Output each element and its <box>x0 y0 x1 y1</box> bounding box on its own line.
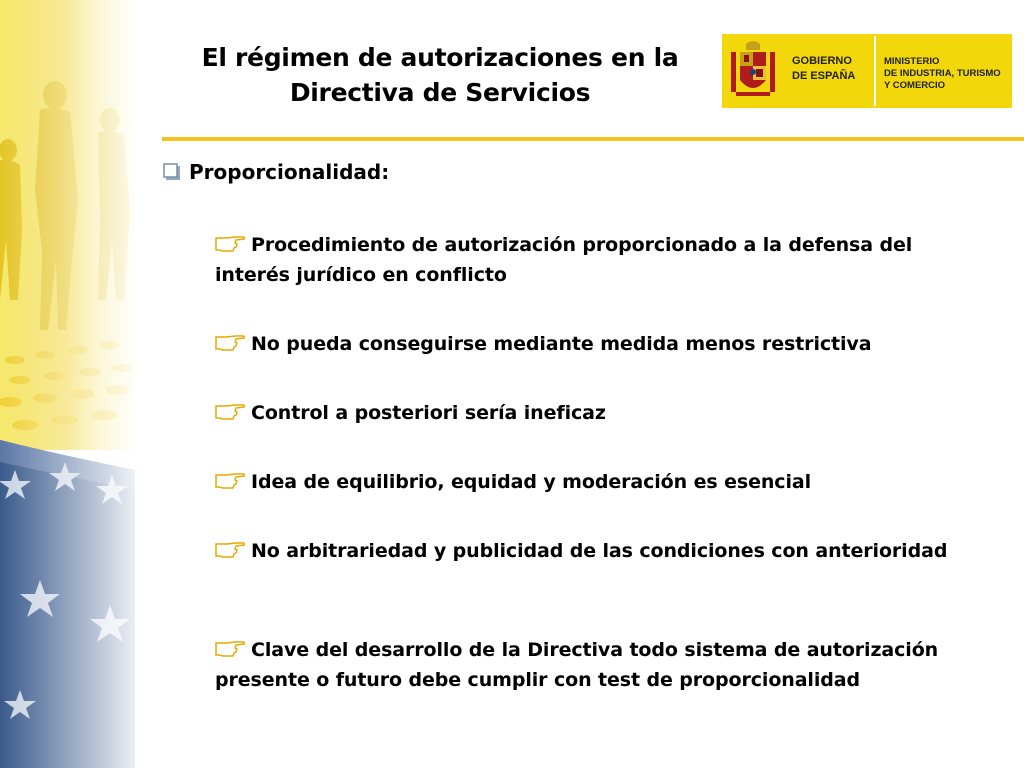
pointing-hand-icon <box>215 472 245 490</box>
bullet-item-2-text: No pueda conseguirse mediante medida menos restrictiva <box>251 333 872 355</box>
bullet-item-1-text: Procedimiento de autorización proporcionado a la defensa del interés jurídico en conflicto <box>215 234 913 286</box>
bullet-item-6-text: Clave del desarrollo de la Directiva todo sistema de autorización presente o futuro debe cumplir con test de proporcionalidad <box>215 639 939 691</box>
pointing-hand-icon <box>215 541 245 559</box>
section-heading-text: Proporcionalidad: <box>189 160 390 184</box>
gov-text-line-1: GOBIERNO <box>792 55 852 67</box>
ministry-text-line-2: DE INDUSTRIA, TURISMO <box>884 68 1001 79</box>
bullet-item-2 <box>215 329 975 359</box>
bullet-item-4-text: Idea de equilibrio, equidad y moderación es esencial <box>251 471 812 493</box>
bullet-item-1 <box>215 230 975 290</box>
slide-title-line-1: El régimen de autorizaciones en la <box>201 43 679 72</box>
section-heading <box>163 158 389 186</box>
ministry-text-line-1: MINISTERIO <box>884 56 940 67</box>
slide-title-line-2: Directiva de Servicios <box>289 78 591 107</box>
bullet-item-5-text: No arbitrariedad y publicidad de las condiciones con anterioridad <box>251 540 948 562</box>
bullet-item-4 <box>215 467 975 497</box>
pointing-hand-icon <box>215 640 245 658</box>
pointing-hand-icon <box>215 235 245 253</box>
bullet-item-5 <box>215 536 975 566</box>
ministry-text-line-3: Y COMERCIO <box>884 80 946 91</box>
bullet-item-3 <box>215 398 975 428</box>
bullet-item-3-text: Control a posteriori sería ineficaz <box>251 402 606 424</box>
pointing-hand-icon <box>215 334 245 352</box>
checkbox-bullet-icon <box>163 163 181 181</box>
pointing-hand-icon <box>215 403 245 421</box>
bullet-item-6 <box>215 635 975 695</box>
gov-text-line-2: DE ESPAÑA <box>792 70 856 82</box>
